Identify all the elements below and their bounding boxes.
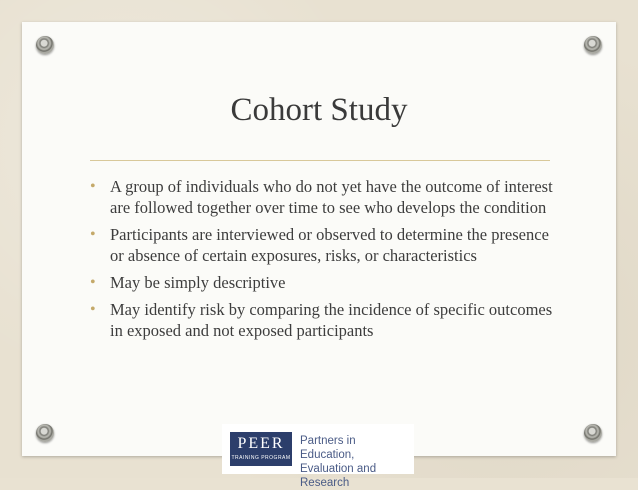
bullet-item — [88, 272, 553, 293]
logo-program: TRAINING PROGRAM — [231, 455, 291, 461]
bullet-icon: • — [90, 274, 96, 291]
bullet-list — [88, 176, 553, 347]
bullet-icon: • — [90, 226, 96, 243]
bullet-item — [88, 224, 553, 266]
thumbtack-icon — [36, 36, 54, 54]
logo-tagline-line1: Partners in Education, — [300, 435, 356, 461]
bullet-icon: • — [90, 178, 96, 195]
peer-logo — [222, 424, 414, 489]
bullet-icon: • — [90, 301, 96, 318]
logo-tagline — [300, 434, 412, 490]
thumbtack-icon — [36, 424, 54, 442]
bullet-text: Participants are interviewed or observed to determine the presence or absence of certain exposures, risks, or characteristics — [110, 225, 549, 265]
bullet-item — [88, 299, 553, 341]
title-divider — [90, 160, 550, 161]
bullet-text: A group of individuals who do not yet have the outcome of interest are followed together over time to see who develops the condition — [110, 177, 553, 217]
logo-acronym: PEER — [237, 435, 285, 452]
peer-logo-mark — [230, 432, 292, 466]
bullet-text: May be simply descriptive — [110, 273, 286, 292]
bullet-item — [88, 176, 553, 218]
thumbtack-icon — [584, 36, 602, 54]
slide-title: Cohort Study — [230, 92, 408, 128]
thumbtack-icon — [584, 424, 602, 442]
logo-tagline-line2: Evaluation and Research — [300, 463, 377, 489]
bullet-text: May identify risk by comparing the incidence of specific outcomes in exposed and not exposed participants — [110, 300, 553, 340]
